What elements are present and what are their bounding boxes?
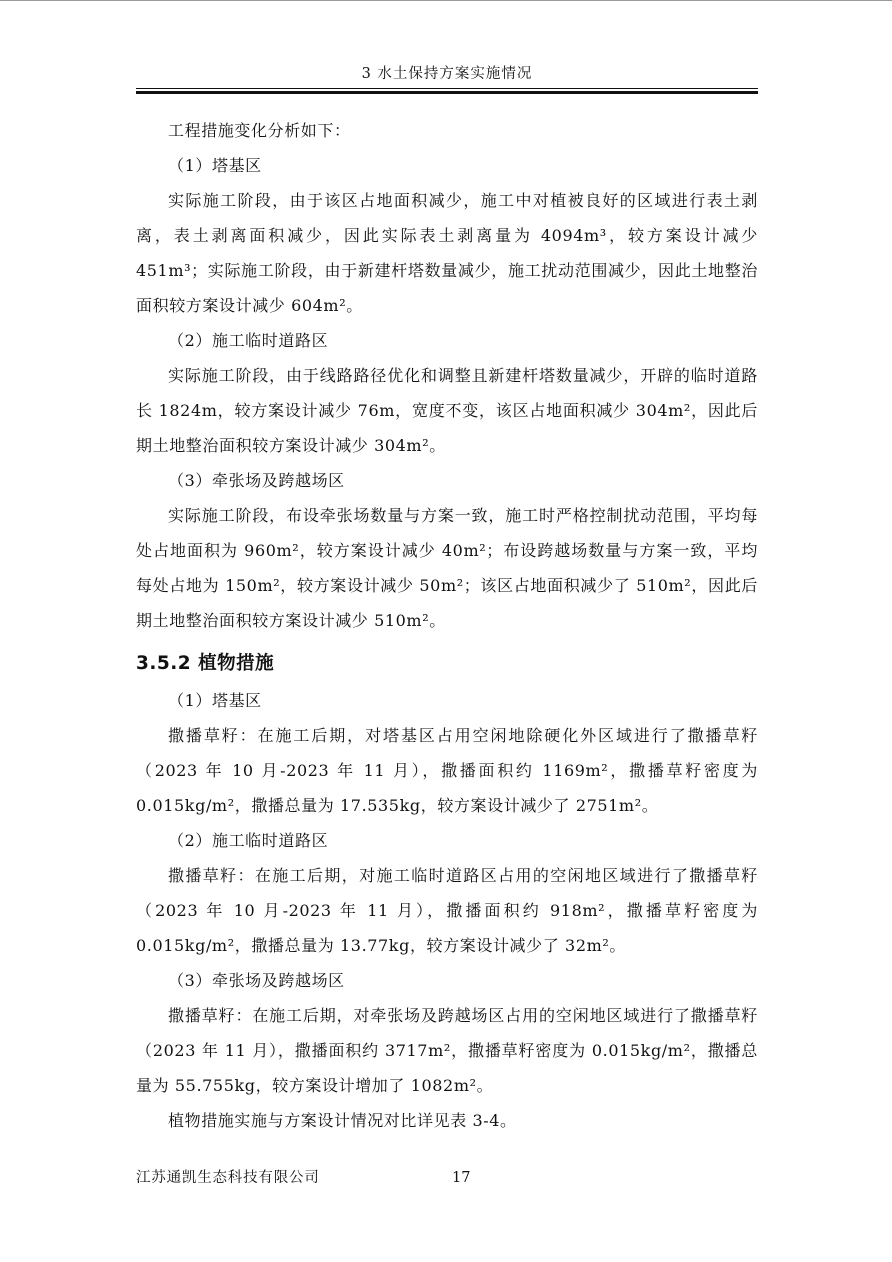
subsection-label-tower-base-veg: （1）塔基区 bbox=[168, 691, 262, 710]
intro-paragraph: 工程措施变化分析如下： bbox=[168, 121, 351, 140]
footer-company-name: 江苏通凯生态科技有限公司 bbox=[136, 1170, 320, 1186]
paragraph-tension-site-engineering: 实际施工阶段，布设牵张场数量与方案一致，施工时严格控制扰动范围，平均每处占地面积为 960m²，较方案设计减少 40m²；布设跨越场数量与方案一致，平均每处占地为 150m²，较方案设计减少 50m²；该区占地面积减少了 510m²，因此后期土地整治面积较方案设计减少 510m²。 bbox=[136, 506, 758, 630]
subsection-label-temp-road-veg: （2）施工临时道路区 bbox=[168, 831, 329, 850]
subsection-label-temp-road: （2）施工临时道路区 bbox=[168, 331, 329, 350]
closing-paragraph: 植物措施实施与方案设计情况对比详见表 3-4。 bbox=[168, 1111, 517, 1130]
header-rule-thin bbox=[136, 88, 758, 89]
document-body bbox=[136, 113, 758, 1138]
paragraph-temp-road-vegetation: 撒播草籽：在施工后期，对施工临时道路区占用的空闲地区域进行了撒播草籽（2023 年 10 月-2023 年 11 月），撒播面积约 918m²，撒播草籽密度为 0.015kg/m²，撒播总量为 13.77kg，较方案设计减少了 32m²。 bbox=[136, 866, 758, 955]
paragraph-tension-site-vegetation: 撒播草籽：在施工后期，对牵张场及跨越场区占用的空闲地区域进行了撒播草籽（2023 年 11 月），撒播面积约 3717m²，撒播草籽密度为 0.015kg/m²，撒播总量为 55.755kg，较方案设计增加了 1082m²。 bbox=[136, 1006, 758, 1095]
subsection-label-tension-site-veg: （3）牵张场及跨越场区 bbox=[168, 971, 345, 990]
paragraph-temp-road-engineering: 实际施工阶段，由于线路路径优化和调整且新建杆塔数量减少，开辟的临时道路长 1824m，较方案设计减少 76m，宽度不变，该区占地面积减少 304m²，因此后期土地整治面积较方案设计减少 304m²。 bbox=[136, 366, 758, 455]
section-heading: 3.5.2 植物措施 bbox=[136, 653, 275, 674]
paragraph-tower-base-vegetation: 撒播草籽：在施工后期，对塔基区占用空闲地除硬化外区域进行了撒播草籽（2023 年 10 月-2023 年 11 月），撒播面积约 1169m²，撒播草籽密度为 0.015kg/m²，撒播总量为 17.535kg，较方案设计减少了 2751m²。 bbox=[136, 726, 758, 815]
subsection-label-tension-site: （3）牵张场及跨越场区 bbox=[168, 471, 345, 490]
header-rule-thick bbox=[136, 91, 758, 94]
paragraph-tower-base-engineering: 实际施工阶段，由于该区占地面积减少，施工中对植被良好的区域进行表土剥离，表土剥离面积减少，因此实际表土剥离量为 4094m³，较方案设计减少 451m³；实际施工阶段，由于新建杆塔数量减少，施工扰动范围减少，因此土地整治面积较方案设计减少 604m²。 bbox=[136, 191, 758, 315]
footer-page-number: 17 bbox=[452, 1170, 471, 1186]
page-top-edge bbox=[0, 0, 892, 1]
running-header: 3 水土保持方案实施情况 bbox=[361, 66, 533, 82]
subsection-label-tower-base: （1）塔基区 bbox=[168, 156, 262, 175]
